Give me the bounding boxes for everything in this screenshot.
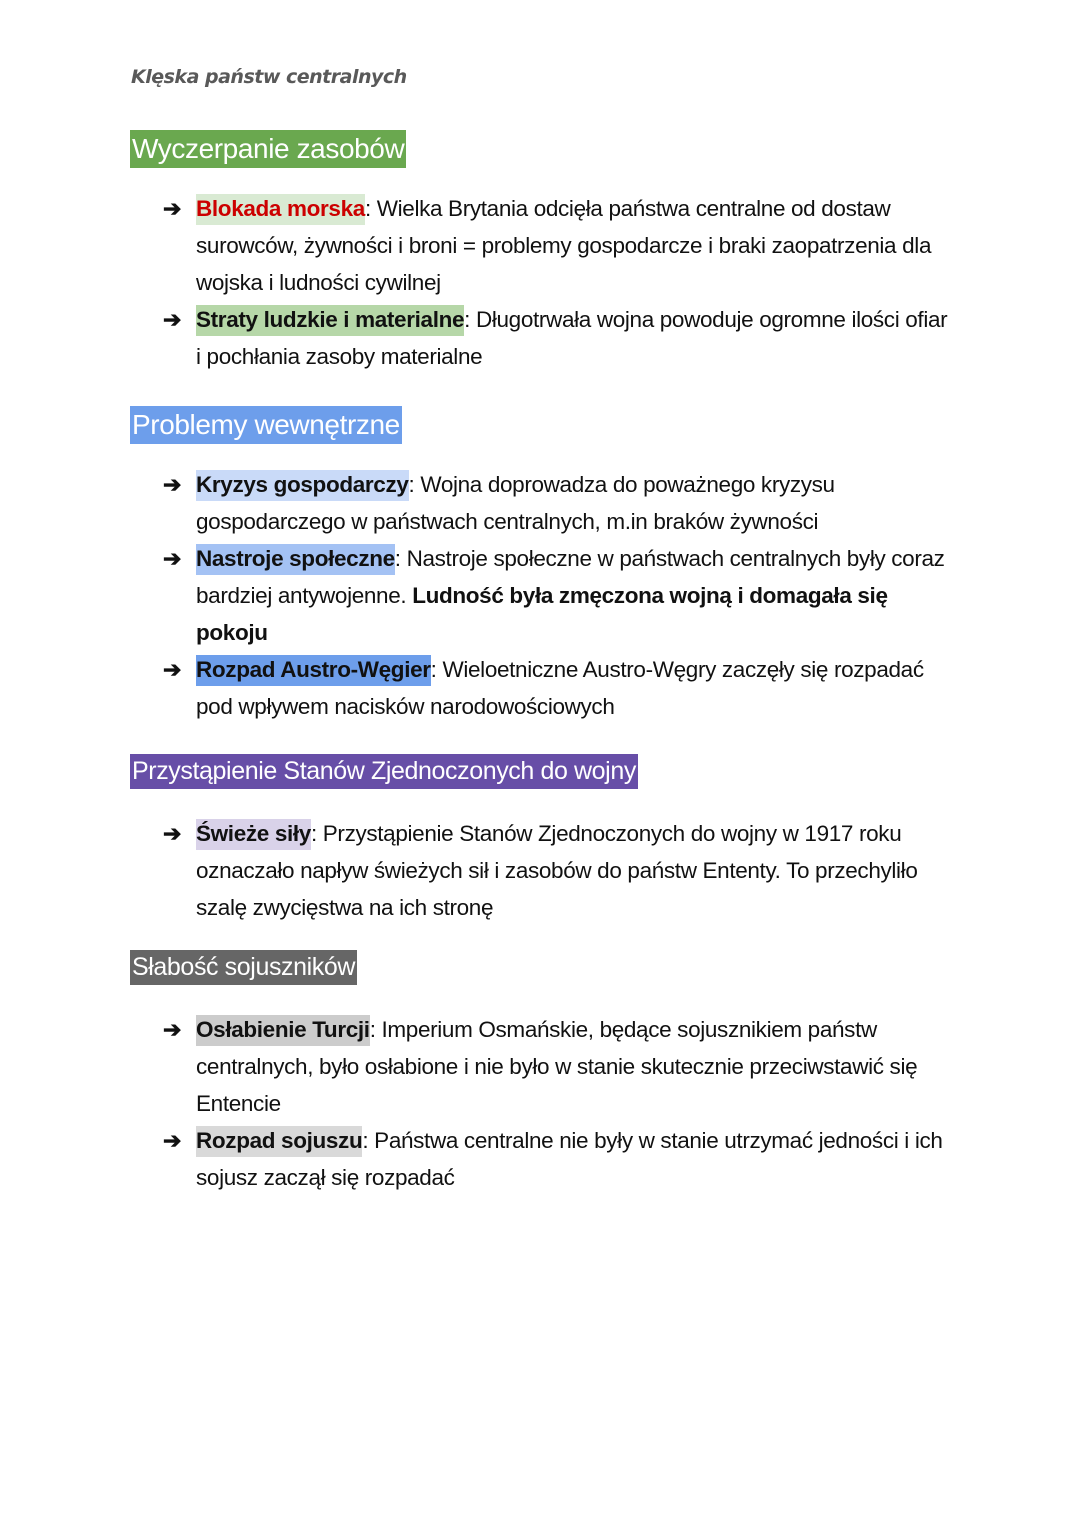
term-highlight: Świeże siły <box>196 819 311 850</box>
arrow-icon: ➔ <box>163 657 182 682</box>
separator: : <box>464 307 471 332</box>
section-heading: Słabość sojuszników <box>130 950 357 985</box>
separator: : <box>408 472 415 497</box>
separator: : <box>394 546 401 571</box>
separator: : <box>364 196 371 221</box>
item-text: Wojna doprowadza do poważnego kryzysu gospodarczego w państwach centralnych, m.in braków żywności <box>196 472 835 534</box>
list-item <box>130 466 956 540</box>
section-heading: Problemy wewnętrzne <box>130 406 402 444</box>
item-text: Państwa centralne nie były w stanie utrzymać jedności i ich sojusz zaczął się rozpadać <box>196 1128 943 1190</box>
term-highlight: Nastroje społeczne <box>196 544 395 575</box>
arrow-icon: ➔ <box>163 307 182 332</box>
separator: : <box>430 657 437 682</box>
section-resources <box>130 130 950 375</box>
list-item <box>130 301 956 375</box>
separator: : <box>369 1017 376 1042</box>
arrow-icon: ➔ <box>163 472 182 497</box>
item-text: Przystąpienie Stanów Zjednoczonych do wojny w 1917 roku oznaczało napływ świeżych sił i zasobów do państw Ententy. To przechyliło szalę zwycięstwa na ich stronę <box>196 821 918 920</box>
arrow-icon: ➔ <box>163 196 182 221</box>
section-heading: Przystąpienie Stanów Zjednoczonych do wojny <box>130 754 638 789</box>
list-item <box>130 190 956 301</box>
term-highlight: Straty ludzkie i materialne <box>196 305 464 336</box>
list-item <box>130 651 956 725</box>
arrow-icon: ➔ <box>163 821 182 846</box>
term-highlight: Rozpad sojuszu <box>196 1126 362 1157</box>
list-item <box>130 815 956 926</box>
term-highlight: Osłabienie Turcji <box>196 1015 370 1046</box>
section-heading: Wyczerpanie zasobów <box>130 130 406 168</box>
item-text: Długotrwała wojna powoduje ogromne ilości ofiar i pochłania zasoby materialne <box>196 307 948 369</box>
list-item <box>130 540 956 651</box>
separator: : <box>362 1128 369 1153</box>
section-allies-weakness <box>130 950 950 1196</box>
arrow-icon: ➔ <box>163 1017 182 1042</box>
page-title: Klęska państw centralnych <box>131 66 407 88</box>
list-item <box>130 1122 956 1196</box>
term-highlight: Kryzys gospodarczy <box>196 470 409 501</box>
item-text: Wielka Brytania odcięła państwa centralne od dostaw surowców, żywności i broni = problemy gospodarcze i braki zaopatrzenia dla wojska i ludności cywilnej <box>196 196 932 295</box>
term-highlight: Blokada morska <box>196 194 365 225</box>
item-text: Imperium Osmańskie, będące sojusznikiem państw centralnych, było osłabione i nie było w stanie skutecznie przeciwstawić się Entencie <box>196 1017 918 1116</box>
section-us-entry <box>130 754 950 926</box>
arrow-icon: ➔ <box>163 1128 182 1153</box>
section-internal-problems <box>130 406 950 725</box>
term-highlight: Rozpad Austro-Węgier <box>196 655 431 686</box>
separator: : <box>310 821 317 846</box>
list-item <box>130 1011 956 1122</box>
arrow-icon: ➔ <box>163 546 182 571</box>
item-text: Wieloetniczne Austro-Węgry zaczęły się rozpadać pod wpływem nacisków narodowościowych <box>196 657 924 719</box>
emphasis-text: Ludność była zmęczona wojną i domagała się pokoju <box>196 583 888 645</box>
item-text: Nastroje społeczne w państwach centralnych były coraz bardziej antywojenne. <box>196 546 945 608</box>
